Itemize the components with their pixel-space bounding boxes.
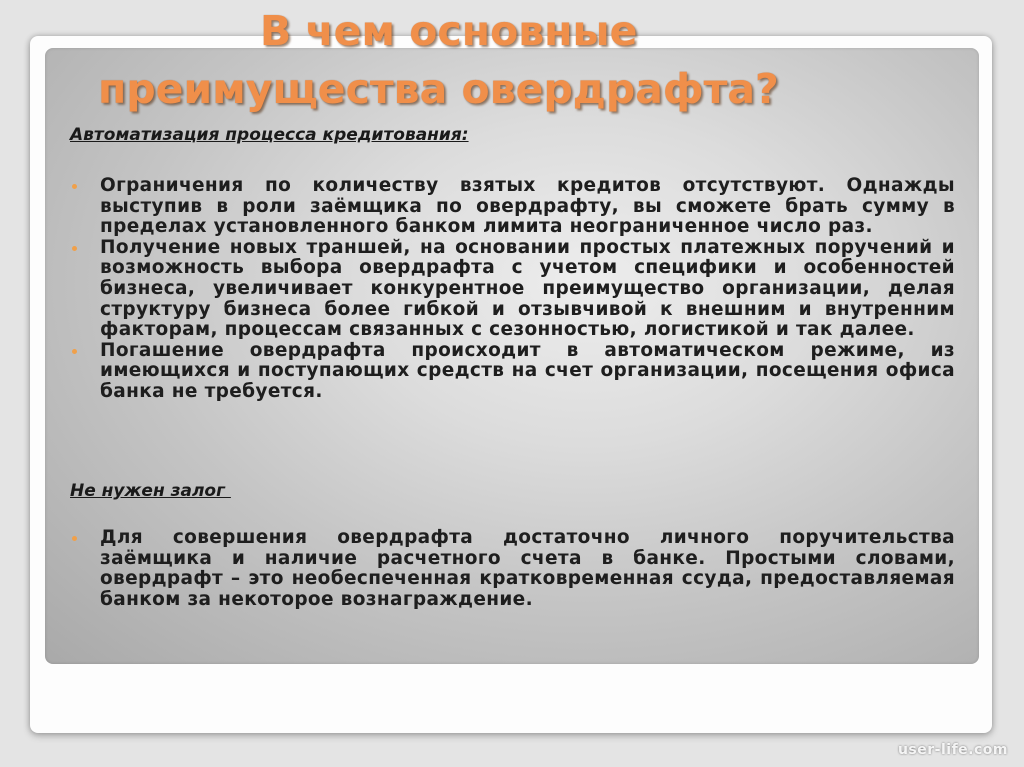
bullet-text: Погашение овердрафта происходит в автоматическом режиме, из имеющихся и поступающих средств на счет организации, посещения офиса банка не требуется. — [100, 339, 955, 402]
bullet-text: Для совершения овердрафта достаточно личного поручительства заёмщика и наличие расчетного счета в банке. Простыми словами, овердрафт – это необеспеченная кратковременная ссуда, предоставляемая банком за некоторое вознаграждение. — [100, 527, 955, 610]
list-item — [70, 341, 955, 403]
bullet-icon — [72, 349, 77, 354]
bullet-icon — [72, 246, 77, 251]
bullet-text: Ограничения по количеству взятых кредитов отсутствуют. Однажды выступив в роли заёмщика по овердрафту, вы сможете брать сумму в пределах установленного банком лимита неограниченное число раз. — [100, 175, 955, 238]
slide-title — [98, 2, 898, 118]
section-heading-automation: Автоматизация процесса кредитования: — [70, 125, 469, 145]
watermark: user-life.com — [897, 742, 1008, 758]
bullet-text: Получение новых траншей, на основании простых платежных поручений и возможность выбора овердрафта с учетом специфики и особенностей бизнеса, увеличивает конкурентное преимущество организации, делая структуру бизнеса более гибкой и отзывчивой к внешним и внутренним факторам, процессам связанных с сезонностью, логистикой и так далее. — [100, 236, 955, 341]
section-heading-no-collateral: Не нужен залог — [70, 481, 231, 501]
bullet-icon — [72, 536, 77, 541]
list-item — [70, 238, 955, 341]
slide-title-line-2: преимущества овердрафта? — [98, 65, 779, 113]
bullet-list-no-collateral — [70, 528, 955, 610]
slide-title-line-1: В чем основные — [260, 7, 638, 55]
list-item — [70, 176, 955, 238]
bullet-list-automation — [70, 176, 955, 403]
list-item — [70, 528, 955, 610]
bullet-icon — [72, 184, 77, 189]
